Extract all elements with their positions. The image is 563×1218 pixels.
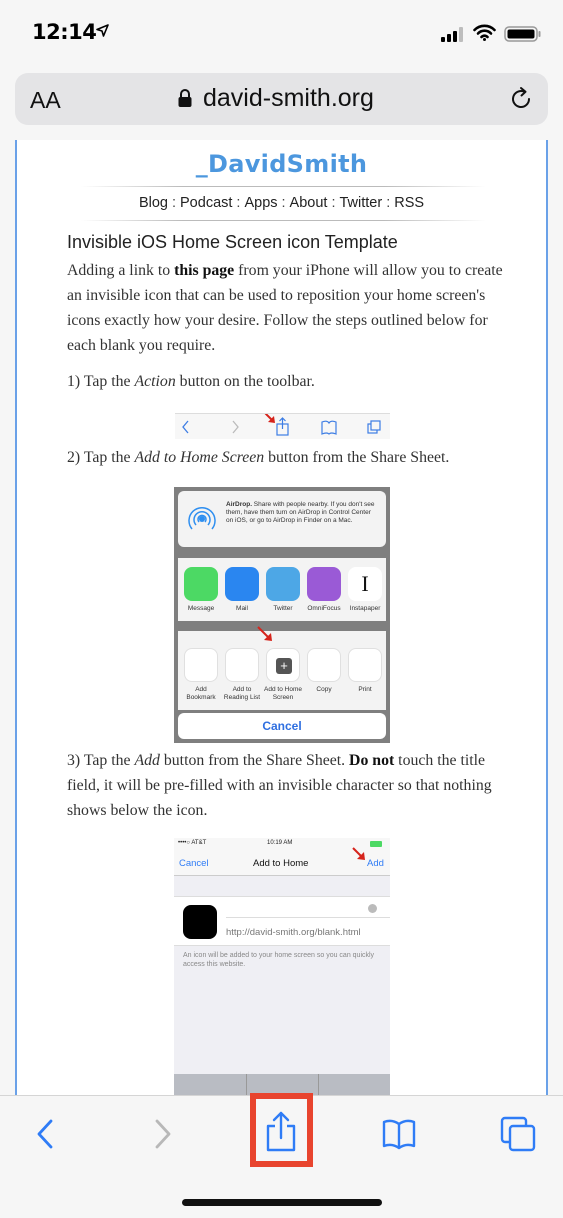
this-page-link[interactable]: this page: [174, 262, 235, 279]
share-app-omnifocus: OmniFocus: [304, 567, 344, 613]
keyboard-strip: [174, 1074, 390, 1095]
article-intro: [67, 258, 507, 358]
tabs-icon[interactable]: [500, 1116, 536, 1152]
step-1-text: 1) Tap the Action button on the toolbar.: [67, 373, 315, 390]
forward-chevron-icon[interactable]: [152, 1118, 174, 1150]
action-copy: Copy: [304, 648, 344, 694]
nav-link-rss[interactable]: RSS: [394, 195, 425, 211]
intro-text: Adding a link to: [67, 262, 175, 279]
web-page-content: [15, 140, 548, 1095]
instapaper-icon: I: [348, 567, 382, 601]
home-indicator[interactable]: [182, 1199, 382, 1206]
share-cancel-button: Cancel: [178, 713, 386, 739]
ah-battery-icon: [370, 841, 382, 847]
nav-link-twitter[interactable]: Twitter: [339, 195, 383, 211]
share-app-mail: Mail: [222, 567, 262, 613]
share-app-message: Message: [181, 567, 221, 613]
site-title[interactable]: _DavidSmith: [195, 150, 368, 178]
address-bar[interactable]: [15, 73, 548, 125]
header-divider: [81, 186, 486, 187]
share-sheet-screenshot: [174, 487, 390, 743]
ah-status-bar: ••••○ AT&T 10:19 AM: [174, 838, 390, 850]
printer-icon: [348, 648, 382, 682]
glasses-icon: [225, 648, 259, 682]
clear-field-icon: [368, 904, 377, 913]
article-title: Invisible iOS Home Screen icon Template: [67, 232, 398, 252]
share-apps-row: [178, 558, 386, 621]
reload-icon[interactable]: [508, 86, 534, 112]
ah-title-card: http://david-smith.org/blank.html: [174, 896, 390, 946]
omnifocus-icon: [307, 567, 341, 601]
action-print: Print: [345, 648, 385, 694]
invisible-icon-preview: [183, 905, 217, 939]
airdrop-icon: [186, 503, 218, 535]
share-app-instapaper: I Instapaper: [345, 567, 385, 613]
airdrop-description: AirDrop. Share with people nearby. If you don't see them, have them turn on AirDrop in Control Center on iOS, or go to AirDrop in Finder on a Mac.: [226, 501, 375, 524]
ah-nav-bar: Cancel Add to Home Add: [174, 850, 390, 876]
share-button-highlight: [250, 1093, 313, 1167]
status-time: 12:14: [32, 20, 97, 44]
text-size-button[interactable]: AA: [30, 87, 61, 113]
action-add-bookmark: Add Bookmark: [181, 648, 221, 701]
airdrop-panel: [178, 491, 386, 547]
share-app-twitter: Twitter: [263, 567, 303, 613]
url-domain[interactable]: david-smith.org: [203, 84, 374, 112]
share-actions-row: [178, 631, 386, 710]
copy-icon: [307, 648, 341, 682]
ah-red-arrow-icon: [351, 846, 369, 864]
status-bar: [0, 0, 563, 64]
step-3-text: 3) Tap the Add button from the Share Sheet. Do not touch the title field, it will be pre-filled with an invisible character so that nothing shows below the icon.: [67, 752, 492, 819]
site-nav: Blog : Podcast : Apps : About : Twitter : RSS: [138, 195, 425, 211]
nav-link-podcast[interactable]: Podcast: [180, 195, 233, 211]
intro-text-rest: from your iPhone will allow you to create an invisible icon that can be used to reposition your home screen's icons exactly how your desire. Follow the steps outlined below for each blank you require.: [67, 262, 503, 354]
step-2-text: 2) Tap the Add to Home Screen button from the Share Sheet.: [67, 449, 450, 466]
add-to-home-screenshot: ••••○ AT&T 10:19 AM Cancel Add to Home Add http://david-smith.org/blank.html An icon will be added to your home screen so you can quickly access this website.: [174, 838, 390, 1095]
battery-icon: [504, 26, 542, 42]
nav-link-blog[interactable]: Blog: [138, 195, 168, 211]
nav-link-about[interactable]: About: [289, 195, 328, 211]
plus-icon: +: [266, 648, 300, 682]
toolbar-icons: [175, 414, 390, 440]
wifi-icon: [473, 24, 496, 41]
lock-icon: [177, 88, 193, 108]
red-arrow-icon: [256, 625, 276, 645]
toolbar-screenshot: [175, 413, 390, 439]
bookmark-icon: [184, 648, 218, 682]
action-reading-list: Add to Reading List: [222, 648, 262, 701]
twitter-icon: [266, 567, 300, 601]
nav-divider: [81, 220, 486, 221]
back-chevron-icon[interactable]: [34, 1118, 56, 1150]
action-add-to-home: + Add to Home Screen: [263, 648, 303, 701]
location-arrow-icon: [96, 24, 109, 37]
nav-link-apps[interactable]: Apps: [244, 195, 278, 211]
bookmarks-icon[interactable]: [381, 1118, 417, 1150]
mail-icon: [225, 567, 259, 601]
message-icon: [184, 567, 218, 601]
cellular-signal-icon: [441, 27, 465, 42]
